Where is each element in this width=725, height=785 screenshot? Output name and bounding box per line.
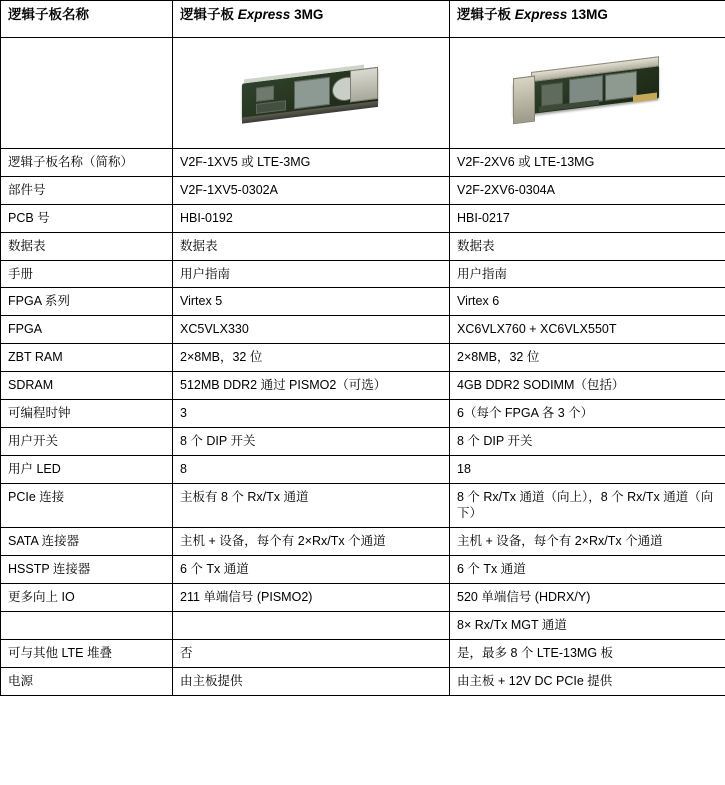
table-image-row — [1, 38, 725, 149]
header-13mg-prefix: 逻辑子板 — [457, 7, 515, 22]
row-value-13mg: V2F-2XV6 或 LTE-13MG — [450, 149, 725, 177]
row-label: 更多向上 IO — [1, 584, 173, 612]
row-value-13mg: 用户指南 — [450, 260, 725, 288]
table-row — [1, 639, 725, 667]
row-label: 逻辑子板名称（简称） — [1, 149, 173, 177]
row-value-13mg: 520 单端信号 (HDRX/Y) — [450, 584, 725, 612]
header-3mg-suffix: 3MG — [290, 7, 324, 22]
row-label: 用户开关 — [1, 427, 173, 455]
row-value-3mg: 主板有 8 个 Rx/Tx 通道 — [173, 483, 450, 528]
row-value-3mg: 用户指南 — [173, 260, 450, 288]
row-value-13mg: 是，最多 8 个 LTE-13MG 板 — [450, 639, 725, 667]
table-row — [1, 288, 725, 316]
table-row — [1, 611, 725, 639]
row-value-13mg: 8 个 DIP 开关 — [450, 427, 725, 455]
row-value-13mg: 2×8MB，32 位 — [450, 344, 725, 372]
row-value-3mg: 数据表 — [173, 232, 450, 260]
table-row — [1, 483, 725, 528]
board-photo-3mg — [173, 38, 450, 149]
row-label: ZBT RAM — [1, 344, 173, 372]
row-value-3mg: 8 — [173, 455, 450, 483]
row-value-3mg: XC5VLX330 — [173, 316, 450, 344]
table-row — [1, 372, 725, 400]
row-label: 电源 — [1, 667, 173, 695]
image-cell-empty — [1, 38, 173, 149]
row-value-13mg: 6 个 Tx 通道 — [450, 556, 725, 584]
header-3mg-italic: Express — [237, 7, 291, 22]
table-row — [1, 399, 725, 427]
table-row — [1, 584, 725, 612]
row-value-13mg: 主机 + 设备，每个有 2×Rx/Tx 个通道 — [450, 528, 725, 556]
row-label: 数据表 — [1, 232, 173, 260]
row-value-3mg: 主机 + 设备，每个有 2×Rx/Tx 个通道 — [173, 528, 450, 556]
table-row — [1, 204, 725, 232]
row-label: 部件号 — [1, 176, 173, 204]
row-value-3mg: 6 个 Tx 通道 — [173, 556, 450, 584]
row-label: 可编程时钟 — [1, 399, 173, 427]
row-label: HSSTP 连接器 — [1, 556, 173, 584]
row-label: SDRAM — [1, 372, 173, 400]
row-value-3mg: 3 — [173, 399, 450, 427]
header-cell-name: 逻辑子板名称 — [1, 1, 173, 38]
row-value-3mg: V2F-1XV5-0302A — [173, 176, 450, 204]
row-value-3mg: Virtex 5 — [173, 288, 450, 316]
row-value-13mg: 数据表 — [450, 232, 725, 260]
table-header-row — [1, 1, 725, 38]
row-value-3mg: V2F-1XV5 或 LTE-3MG — [173, 149, 450, 177]
row-value-3mg — [173, 611, 450, 639]
row-value-13mg: 8 个 Rx/Tx 通道（向上），8 个 Rx/Tx 通道（向下） — [450, 483, 725, 528]
board-photo-13mg-figure — [457, 43, 719, 143]
board-photo-13mg — [450, 38, 725, 149]
row-value-3mg: 否 — [173, 639, 450, 667]
row-value-3mg: 由主板提供 — [173, 667, 450, 695]
row-label: 手册 — [1, 260, 173, 288]
row-label: FPGA 系列 — [1, 288, 173, 316]
row-label: FPGA — [1, 316, 173, 344]
row-value-13mg: 6（每个 FPGA 各 3 个） — [450, 399, 725, 427]
row-value-3mg: 8 个 DIP 开关 — [173, 427, 450, 455]
header-13mg-italic: Express — [514, 7, 568, 22]
row-label: 用户 LED — [1, 455, 173, 483]
row-label: 可与其他 LTE 堆叠 — [1, 639, 173, 667]
row-value-13mg: XC6VLX760 + XC6VLX550T — [450, 316, 725, 344]
row-value-3mg: 211 单端信号 (PISMO2) — [173, 584, 450, 612]
row-value-13mg: 由主板 + 12V DC PCIe 提供 — [450, 667, 725, 695]
row-label: PCB 号 — [1, 204, 173, 232]
row-value-13mg: Virtex 6 — [450, 288, 725, 316]
row-label: SATA 连接器 — [1, 528, 173, 556]
table-row — [1, 528, 725, 556]
row-value-3mg: 2×8MB，32 位 — [173, 344, 450, 372]
table-row — [1, 455, 725, 483]
table-row — [1, 176, 725, 204]
table-row — [1, 344, 725, 372]
header-cell-13mg — [450, 1, 725, 38]
row-label — [1, 611, 173, 639]
row-value-13mg: 18 — [450, 455, 725, 483]
row-label: PCIe 连接 — [1, 483, 173, 528]
table-row — [1, 149, 725, 177]
row-value-3mg: 512MB DDR2 通过 PISMO2（可选） — [173, 372, 450, 400]
table-row — [1, 427, 725, 455]
row-value-13mg: V2F-2XV6-0304A — [450, 176, 725, 204]
table-row — [1, 316, 725, 344]
row-value-3mg: HBI-0192 — [173, 204, 450, 232]
table-row — [1, 232, 725, 260]
row-value-13mg: 8× Rx/Tx MGT 通道 — [450, 611, 725, 639]
row-value-13mg: HBI-0217 — [450, 204, 725, 232]
table-row — [1, 260, 725, 288]
header-cell-3mg — [173, 1, 450, 38]
table-row — [1, 556, 725, 584]
row-value-13mg: 4GB DDR2 SODIMM（包括） — [450, 372, 725, 400]
board-photo-3mg-figure — [180, 43, 443, 143]
header-3mg-prefix: 逻辑子板 — [180, 7, 238, 22]
table-row — [1, 667, 725, 695]
header-13mg-suffix: 13MG — [567, 7, 608, 22]
